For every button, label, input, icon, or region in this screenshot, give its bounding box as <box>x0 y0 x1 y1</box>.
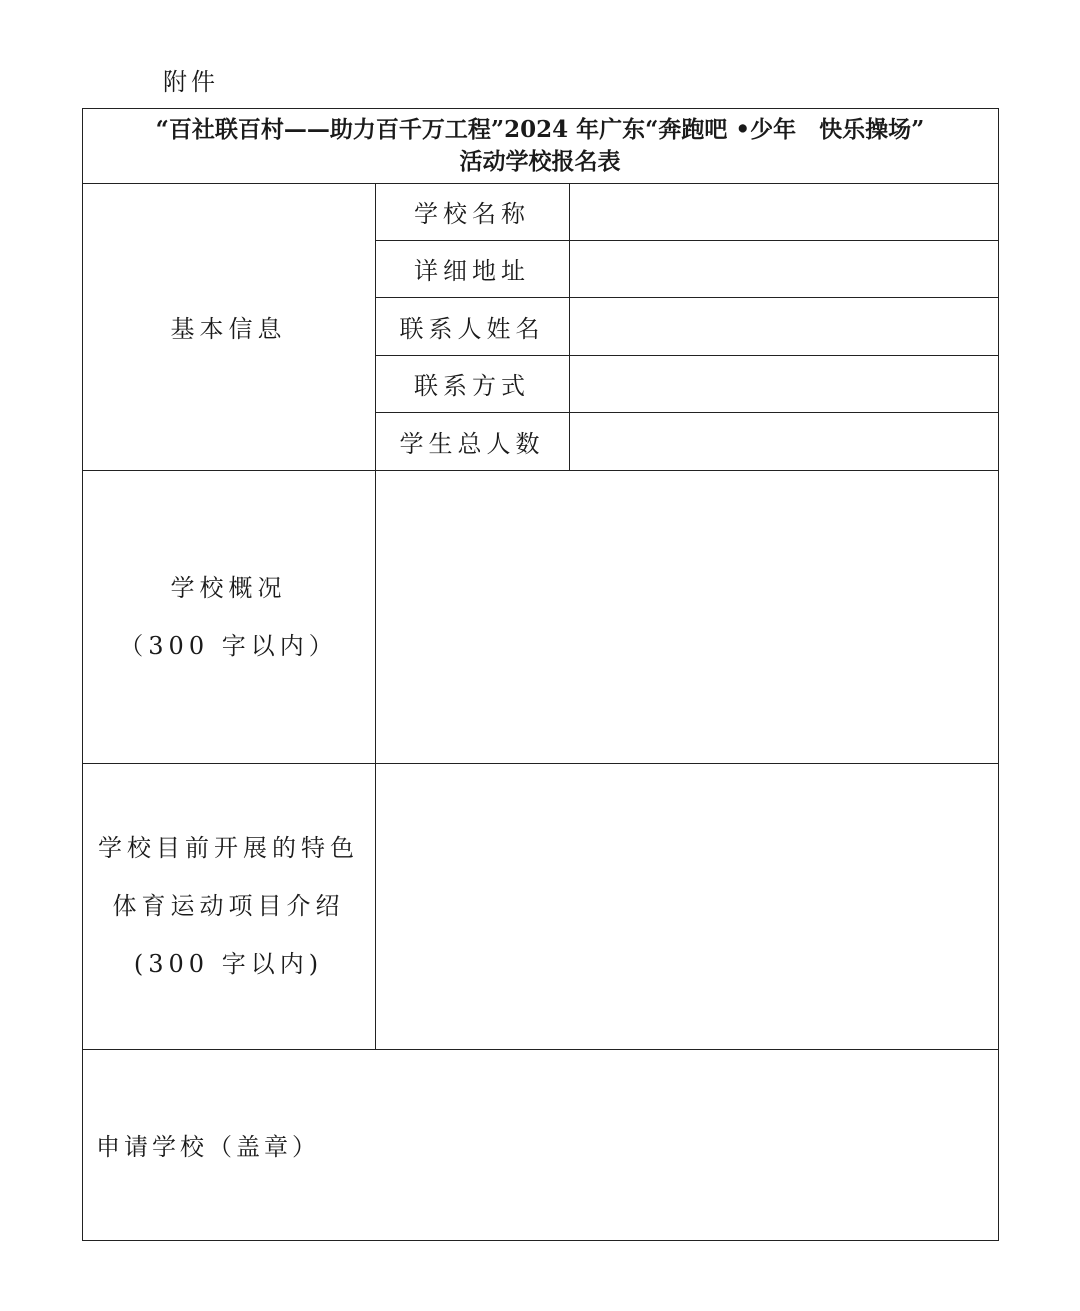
table-border-bottom <box>82 1240 999 1241</box>
sports-label-line3: (300 字以内) <box>133 950 324 978</box>
overview-label-line2: （300 字以内） <box>119 631 338 660</box>
address-field[interactable] <box>570 241 998 297</box>
field-label-student-count: 学生总人数 <box>399 429 545 458</box>
overview-label-line1: 学校概况 <box>170 573 287 602</box>
form-title-line1: “百社联百村——助力百千万工程”2024 年广东“奔跑吧 •少年 快乐操场” <box>155 116 925 143</box>
field-label-school-name: 学校名称 <box>414 200 530 228</box>
sports-label <box>82 763 375 1049</box>
contact-method-field[interactable] <box>570 356 998 412</box>
field-label-address: 详细地址 <box>414 257 530 285</box>
form-title <box>82 108 998 183</box>
overview-field[interactable] <box>376 471 998 763</box>
overview-label <box>82 470 375 763</box>
attachment-label: 附件 <box>163 68 219 96</box>
school-name-field[interactable] <box>570 184 998 240</box>
sports-field[interactable] <box>376 764 998 1049</box>
student-count-field[interactable] <box>570 413 998 470</box>
table-border-right <box>998 108 999 1241</box>
field-label-contact-method: 联系方式 <box>414 372 530 400</box>
sports-label-line2: 体育运动项目介绍 <box>112 892 345 920</box>
sports-label-line1: 学校目前开展的特色 <box>98 834 359 862</box>
contact-name-field[interactable] <box>570 298 998 355</box>
seal-label: 申请学校（盖章） <box>96 1133 320 1161</box>
field-label-contact-name: 联系人姓名 <box>399 314 545 343</box>
basic-info-label: 基本信息 <box>170 315 287 343</box>
seal-area[interactable] <box>420 1050 998 1240</box>
form-title-line2: 活动学校报名表 <box>459 148 621 175</box>
